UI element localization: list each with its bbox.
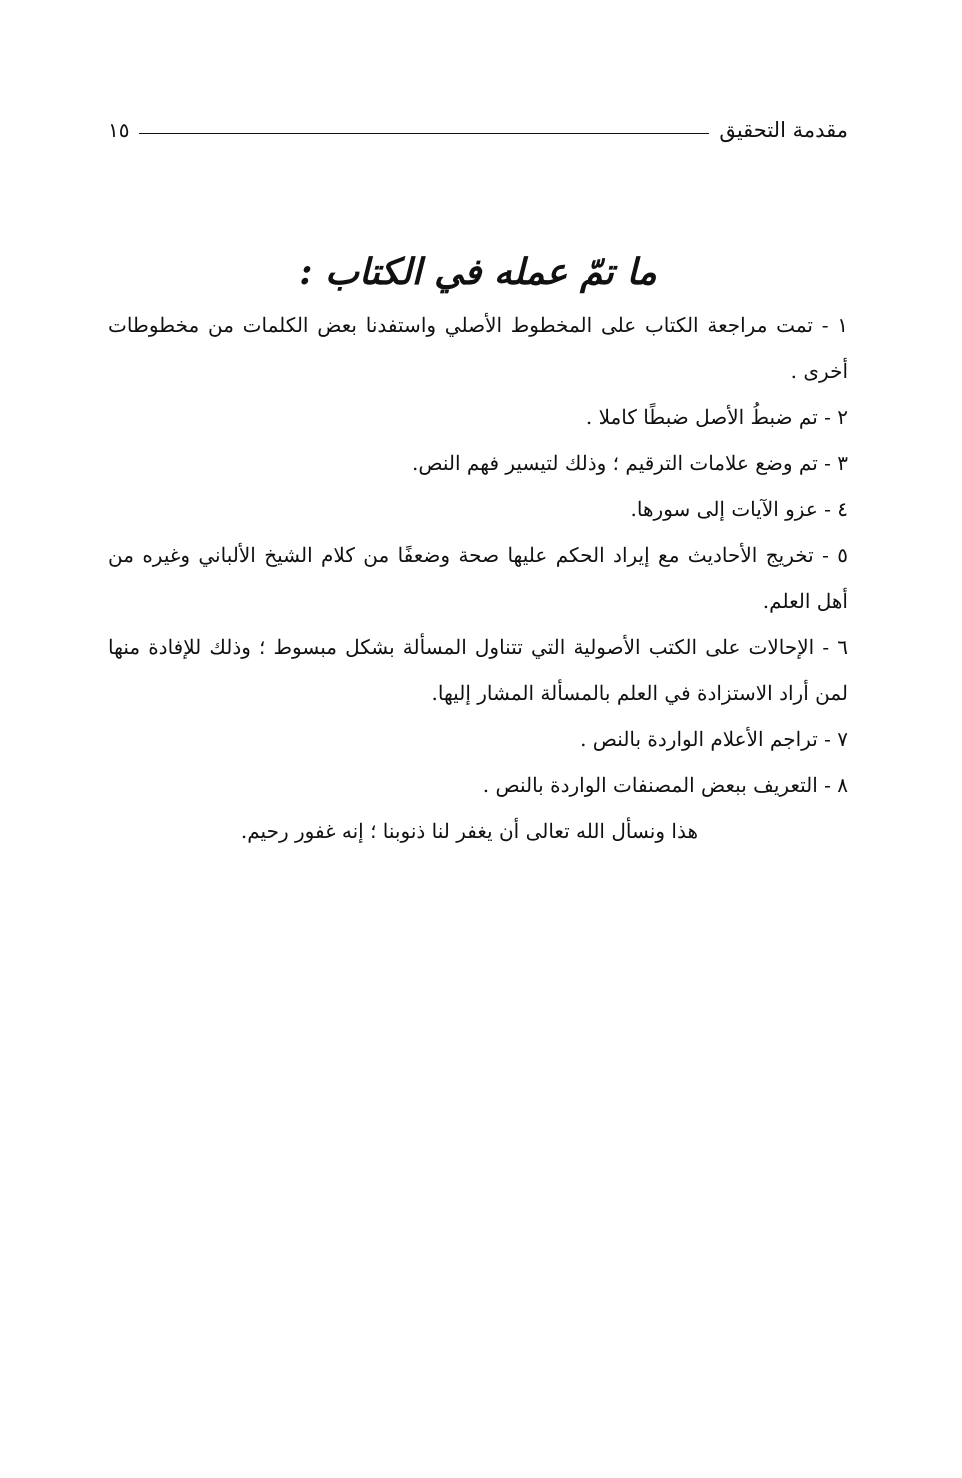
running-header (108, 112, 848, 148)
header-rule (139, 133, 709, 134)
work-list (108, 302, 848, 854)
page-number: ١٥ (108, 118, 130, 142)
list-item: ٤ - عزو الآيات إلى سورها. (630, 497, 848, 521)
list-item: ٧ - تراجم الأعلام الواردة بالنص . (580, 727, 848, 751)
list-item: ١ - تمت مراجعة الكتاب على المخطوط الأصلي واستفدنا بعض الكلمات من مخطوطات أخرى . (108, 313, 848, 383)
list-item: ٣ - تم وضع علامات الترقيم ؛ وذلك لتيسير فهم النص. (412, 451, 848, 475)
list-item: ٥ - تخريج الأحاديث مع إيراد الحكم عليها صحة وضعفًا من كلام الشيخ الألباني وغيره من أهل العلم. (108, 543, 848, 613)
section-heading: ما تمّ عمله في الكتاب : (299, 251, 657, 293)
list-item: ٨ - التعريف ببعض المصنفات الواردة بالنص . (482, 773, 848, 797)
header-title: مقدمة التحقيق (719, 118, 848, 142)
list-item: ٦ - الإحالات على الكتب الأصولية التي تتناول المسألة بشكل مبسوط ؛ وذلك للإفادة منها لمن أراد الاستزادة في العلم بالمسألة المشار إليها. (108, 635, 848, 705)
list-item: ٢ - تم ضبطُ الأصل ضبطًا كاملا . (585, 405, 848, 429)
closing-prayer: هذا ونسأل الله تعالى أن يغفر لنا ذنوبنا ؛ إنه غفور رحيم. (240, 819, 698, 843)
